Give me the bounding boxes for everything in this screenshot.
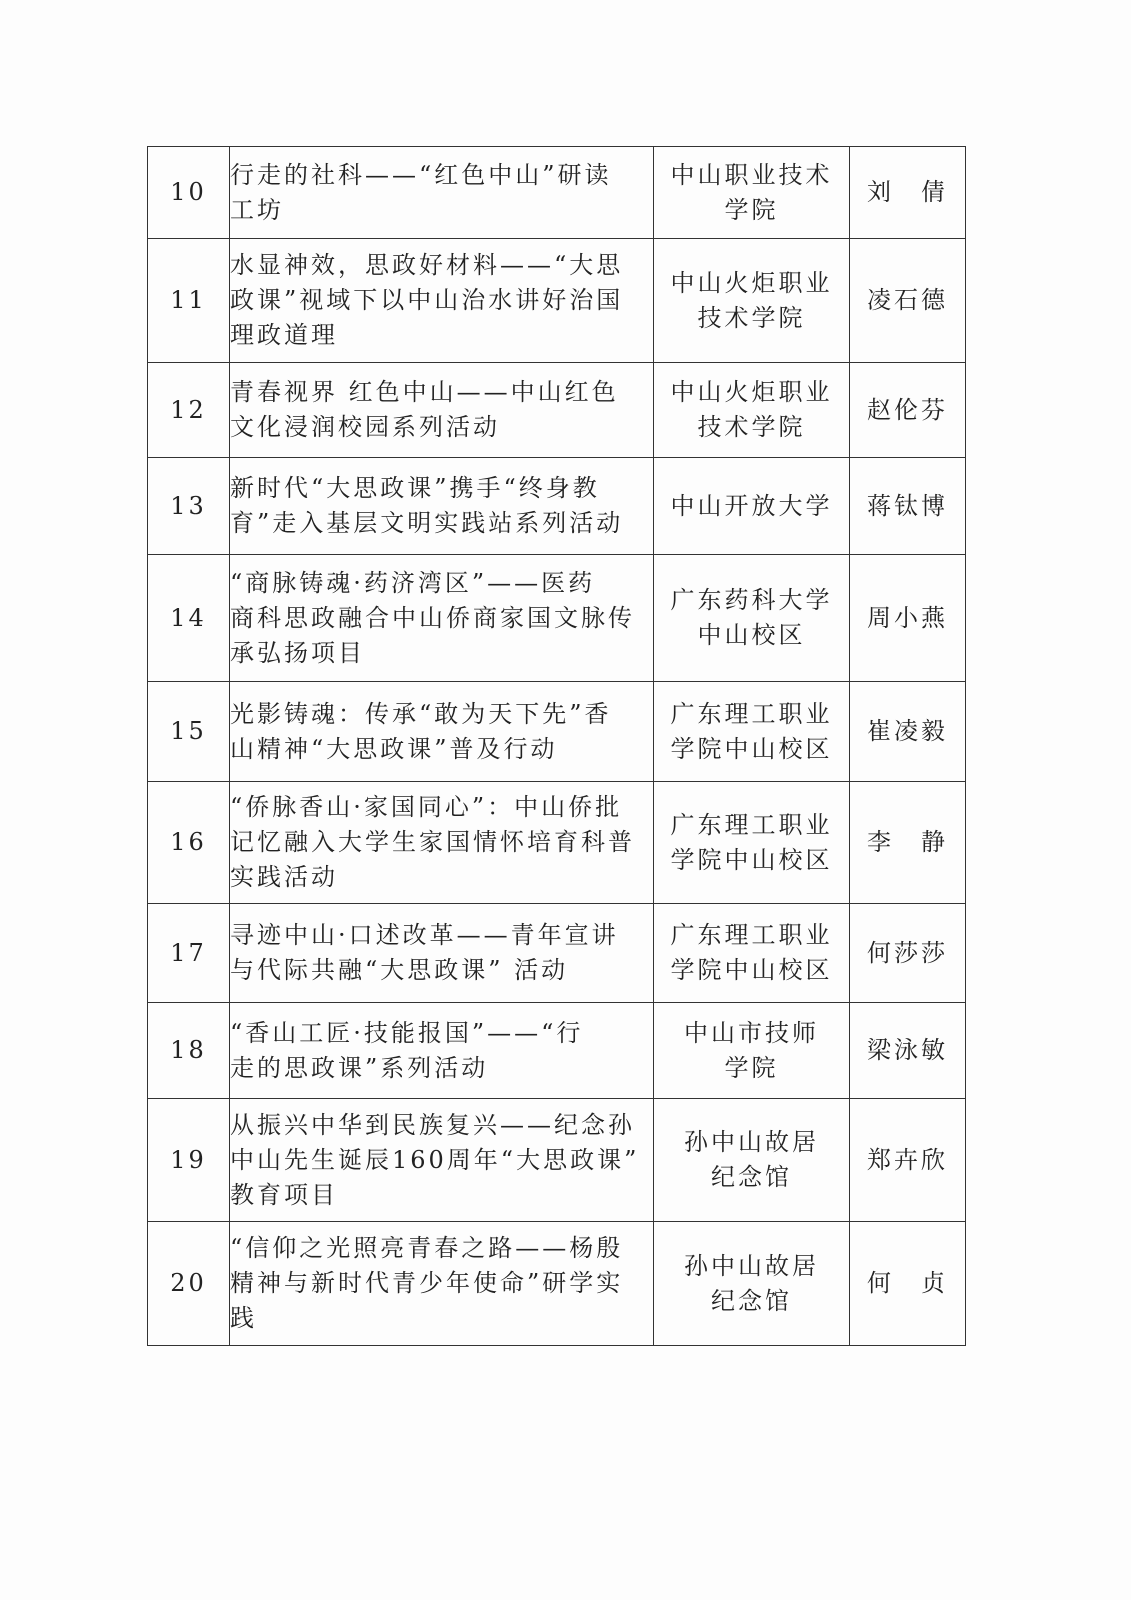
institution: 孙中山故居 纪念馆 [654, 1099, 850, 1222]
institution: 广东药科大学 中山校区 [654, 555, 850, 682]
institution: 中山职业技术 学院 [654, 147, 850, 239]
project-title: “香山工匠·技能报国”——“行 走的思政课”系列活动 [230, 1003, 654, 1099]
table-row [148, 363, 966, 458]
institution: 广东理工职业 学院中山校区 [654, 904, 850, 1003]
project-title: “信仰之光照亮青春之路——杨殷 精神与新时代青少年使命”研学实 践 [230, 1222, 654, 1346]
table-row [148, 239, 966, 363]
project-title: 行走的社科——“红色中山”研读 工坊 [230, 147, 654, 239]
project-title: 寻迹中山·口述改革——青年宣讲 与代际共融“大思政课” 活动 [230, 904, 654, 1003]
table-row [148, 458, 966, 555]
project-title: “侨脉香山·家国同心”：中山侨批 记忆融入大学生家国情怀培育科普 实践活动 [230, 782, 654, 904]
person-name: 何 贞 [850, 1222, 966, 1346]
institution: 中山火炬职业 技术学院 [654, 239, 850, 363]
table-row [148, 782, 966, 904]
table-row [148, 1099, 966, 1222]
row-number: 20 [148, 1222, 230, 1346]
institution: 中山开放大学 [654, 458, 850, 555]
institution: 广东理工职业 学院中山校区 [654, 782, 850, 904]
project-title: 新时代“大思政课”携手“终身教 育”走入基层文明实践站系列活动 [230, 458, 654, 555]
project-title: 光影铸魂：传承“敢为天下先”香 山精神“大思政课”普及行动 [230, 682, 654, 782]
person-name: 何莎莎 [850, 904, 966, 1003]
row-number: 12 [148, 363, 230, 458]
person-name: 李 静 [850, 782, 966, 904]
table-row [148, 1222, 966, 1346]
row-number: 15 [148, 682, 230, 782]
project-table-body [148, 147, 966, 1346]
row-number: 17 [148, 904, 230, 1003]
person-name: 刘 倩 [850, 147, 966, 239]
table-row [148, 555, 966, 682]
table-row [148, 904, 966, 1003]
table-row [148, 147, 966, 239]
row-number: 19 [148, 1099, 230, 1222]
person-name: 赵伦芬 [850, 363, 966, 458]
person-name: 凌石德 [850, 239, 966, 363]
institution: 孙中山故居 纪念馆 [654, 1222, 850, 1346]
row-number: 18 [148, 1003, 230, 1099]
institution: 中山火炬职业 技术学院 [654, 363, 850, 458]
person-name: 梁泳敏 [850, 1003, 966, 1099]
row-number: 13 [148, 458, 230, 555]
institution: 中山市技师 学院 [654, 1003, 850, 1099]
person-name: 郑卉欣 [850, 1099, 966, 1222]
project-table [147, 146, 966, 1346]
row-number: 16 [148, 782, 230, 904]
project-title: 水显神效，思政好材料——“大思 政课”视域下以中山治水讲好治国 理政道理 [230, 239, 654, 363]
project-title: 从振兴中华到民族复兴——纪念孙 中山先生诞辰160周年“大思政课” 教育项目 [230, 1099, 654, 1222]
row-number: 10 [148, 147, 230, 239]
table-row [148, 682, 966, 782]
row-number: 11 [148, 239, 230, 363]
project-title: “商脉铸魂·药济湾区”——医药 商科思政融合中山侨商家国文脉传 承弘扬项目 [230, 555, 654, 682]
person-name: 崔凌毅 [850, 682, 966, 782]
institution: 广东理工职业 学院中山校区 [654, 682, 850, 782]
project-title: 青春视界 红色中山——中山红色 文化浸润校园系列活动 [230, 363, 654, 458]
person-name: 蒋钛博 [850, 458, 966, 555]
table-row [148, 1003, 966, 1099]
row-number: 14 [148, 555, 230, 682]
person-name: 周小燕 [850, 555, 966, 682]
